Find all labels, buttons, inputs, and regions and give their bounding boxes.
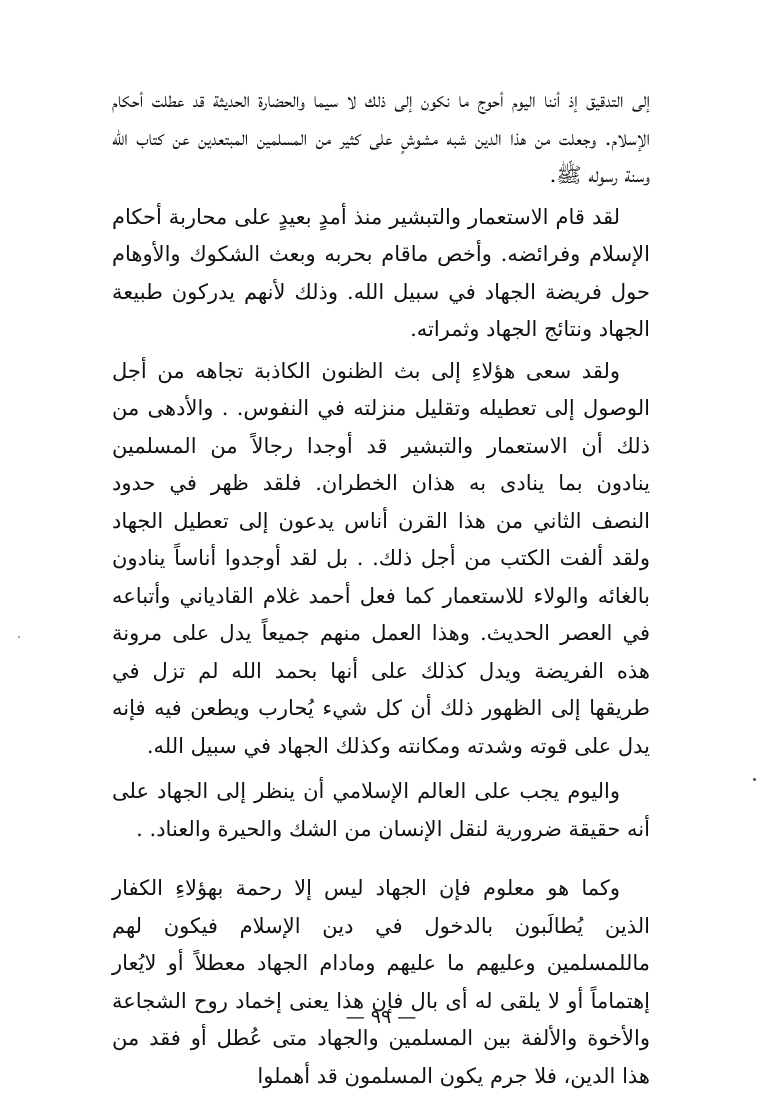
paragraph-3: ولقد سعى هؤلاءِ إلى بث الظنون الكاذبة تجاهه من أجل الوصول إلى تعطيله وتقليل منزلته في النفوس. . والأدهى من ذلك أن الاستعمار والتبشير قد أوجدا رجالاً من المسلمين ينادون بما ينادى به هذان الخطران. فلقد ظهر في حدود النصف الثاني من هذا القرن أناس يدعون إلى تعطيل الجهاد ولقد ألفت الكتب من أجل ذلك. . بل لقد أوجدوا أناساً ينادون بالغائه والولاء للاستعمار كما فعل أحمد غلام القادياني وأتباعه في العصر الحديث. وهذا العمل منهم جميعاً يدل على مرونة هذه الفريضة ويدل كذلك على أنها بحمد الله لم تزل في طريقها إلى الظهور ذلك أن كل شيء يُحارب ويطعن فيه فإنه يدل على قوته وشدته ومكانته وكذلك الجهاد في سبيل الله. xyxy=(112,358,650,758)
scan-speck xyxy=(753,778,756,781)
paragraph-2: لقد قام الاستعمار والتبشير منذ أمدٍ بعيدٍ على محاربة أحكام الإسلام وفرائضه. وأخص ماقام بحربه وبعث الشكوك والأوهام حول فريضة الجهاد في سبيل الله. وذلك لأنهم يدركون طبيعة الجهاد ونتائج الجهاد وثمراته. xyxy=(112,204,650,341)
paragraph-5: وكما هو معلوم فإن الجهاد ليس إلا رحمة بهؤلاءِ الكفار الذين يُطالَبون بالدخول في دين الإسلام فيكون لهم ماللمسلمين وعليهم ما عليهم ومادام الجهاد معطلاً أو لايُعار إهتماماً أو لا يلقى له أى بال فإن هذا يعنى إخماد روح الشجاعة والأخوة والألفة بين المسلمين والجهاد متى عُطل أو فقد من هذا الدين، فلا جرم يكون المسلمون قد أهملوا xyxy=(112,876,650,1088)
paragraph-1: إلى التدقيق إذ أننا اليوم أحوج ما نكون إلى ذلك لا سيما والحضارة الحديثة قد عطلت أحكام الإسلام. وجعلت من هذا الدين شبه مشوشٍ على كثير من المسلمين المبتعدين عن كتاب الله وسنة رسوله ﷺ. xyxy=(112,88,650,187)
page-number: — ٩٩ — xyxy=(345,1006,417,1028)
paragraph-4: واليوم يجب على العالم الإسلامي أن ينظر إلى الجهاد على أنه حقيقة ضرورية لنقل الإنسان من الشك والحيرة والعناد. . xyxy=(112,779,650,841)
scan-speck xyxy=(18,636,20,638)
body-text xyxy=(112,82,650,1095)
